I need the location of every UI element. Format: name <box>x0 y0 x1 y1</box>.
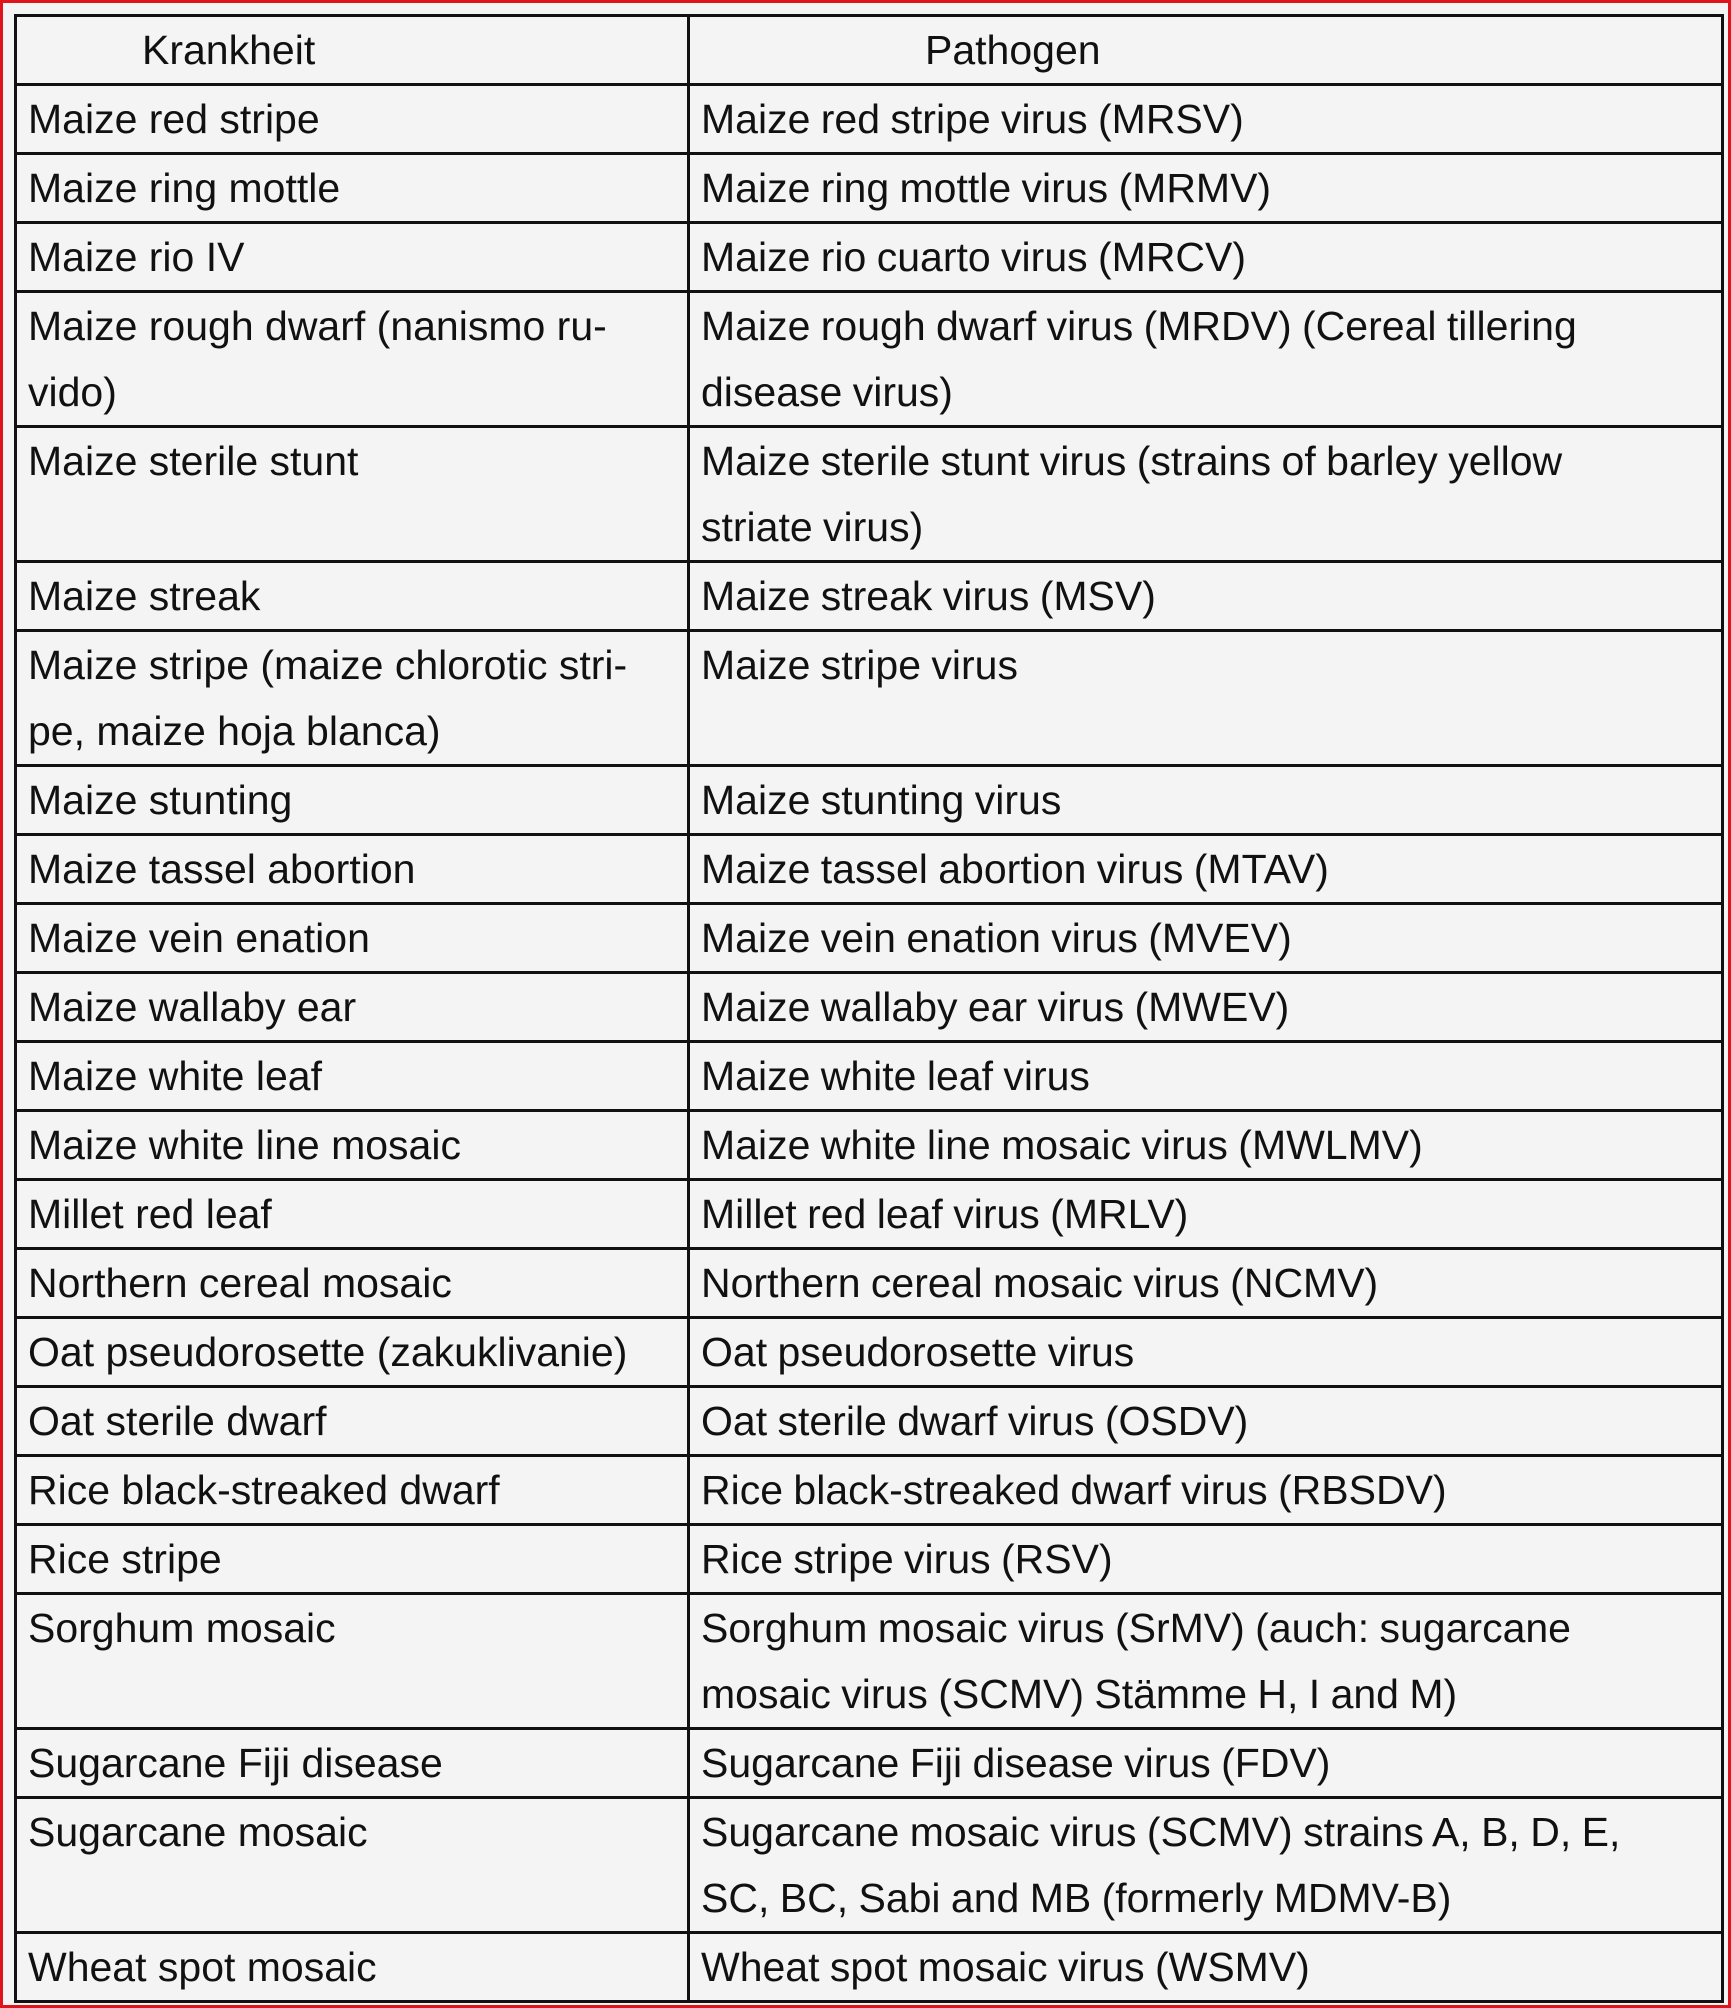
table-row <box>16 766 1723 835</box>
cell-krankheit: Maize ring mottle <box>16 154 689 223</box>
cell-pathogen: Northern cereal mosaic virus (NCMV) <box>689 1249 1723 1318</box>
cell-krankheit: Sugarcane mosaic <box>16 1798 689 1933</box>
table-row <box>16 562 1723 631</box>
cell-krankheit: Maize streak <box>16 562 689 631</box>
cell-pathogen: Maize wallaby ear virus (MWEV) <box>689 973 1723 1042</box>
cell-krankheit: Northern cereal mosaic <box>16 1249 689 1318</box>
cell-pathogen: Maize stunting virus <box>689 766 1723 835</box>
cell-krankheit: Maize wallaby ear <box>16 973 689 1042</box>
table-row <box>16 427 1723 562</box>
cell-pathogen: Oat pseudorosette virus <box>689 1318 1723 1387</box>
cell-pathogen: Maize white leaf virus <box>689 1042 1723 1111</box>
cell-krankheit: Millet red leaf <box>16 1180 689 1249</box>
table-row <box>16 1249 1723 1318</box>
cell-krankheit: Maize sterile stunt <box>16 427 689 562</box>
cell-pathogen: Maize red stripe virus (MRSV) <box>689 85 1723 154</box>
cell-pathogen: Rice stripe virus (RSV) <box>689 1525 1723 1594</box>
cell-pathogen: Maize ring mottle virus (MRMV) <box>689 154 1723 223</box>
column-header-krankheit: Krankheit <box>16 16 689 85</box>
cell-pathogen: Maize white line mosaic virus (MWLMV) <box>689 1111 1723 1180</box>
table-row <box>16 1042 1723 1111</box>
cell-krankheit: Maize vein enation <box>16 904 689 973</box>
table-row <box>16 973 1723 1042</box>
cell-pathogen: Maize rough dwarf virus (MRDV) (Cereal tillering disease virus) <box>689 292 1723 427</box>
column-header-pathogen: Pathogen <box>689 16 1723 85</box>
cell-krankheit: Rice stripe <box>16 1525 689 1594</box>
table-row <box>16 1729 1723 1798</box>
cell-krankheit: Sorghum mosaic <box>16 1594 689 1729</box>
cell-krankheit: Rice black-streaked dwarf <box>16 1456 689 1525</box>
table-body <box>16 85 1723 2002</box>
table-row <box>16 1180 1723 1249</box>
cell-krankheit: Sugarcane Fiji disease <box>16 1729 689 1798</box>
cell-krankheit: Maize tassel abortion <box>16 835 689 904</box>
cell-krankheit: Oat pseudorosette (zakuklivanie) <box>16 1318 689 1387</box>
cell-pathogen: Millet red leaf virus (MRLV) <box>689 1180 1723 1249</box>
table-row <box>16 223 1723 292</box>
table-row <box>16 1456 1723 1525</box>
table-row <box>16 835 1723 904</box>
table-row <box>16 1798 1723 1933</box>
cell-krankheit: Maize white line mosaic <box>16 1111 689 1180</box>
table-row <box>16 1318 1723 1387</box>
cell-pathogen: Sorghum mosaic virus (SrMV) (auch: sugarcane mosaic virus (SCMV) Stämme H, I and M) <box>689 1594 1723 1729</box>
cell-krankheit: Oat sterile dwarf <box>16 1387 689 1456</box>
cell-krankheit: Maize stunting <box>16 766 689 835</box>
table-row <box>16 631 1723 766</box>
cell-pathogen: Rice black-streaked dwarf virus (RBSDV) <box>689 1456 1723 1525</box>
cell-pathogen: Maize streak virus (MSV) <box>689 562 1723 631</box>
cell-pathogen: Oat sterile dwarf virus (OSDV) <box>689 1387 1723 1456</box>
cell-krankheit: Maize white leaf <box>16 1042 689 1111</box>
table-row <box>16 904 1723 973</box>
cell-krankheit: Maize stripe (maize chlorotic stri- pe, maize hoja blanca) <box>16 631 689 766</box>
cell-pathogen: Maize sterile stunt virus (strains of barley yellow striate virus) <box>689 427 1723 562</box>
table-row <box>16 1594 1723 1729</box>
cell-krankheit: Wheat spot mosaic <box>16 1933 689 2002</box>
cell-krankheit: Maize rough dwarf (nanismo ru- vido) <box>16 292 689 427</box>
table-row <box>16 85 1723 154</box>
cell-krankheit: Maize rio IV <box>16 223 689 292</box>
table-row <box>16 1111 1723 1180</box>
cell-pathogen: Sugarcane mosaic virus (SCMV) strains A, B, D, E, SC, BC, Sabi and MB (formerly MDMV-B) <box>689 1798 1723 1933</box>
table-header-row <box>16 16 1723 85</box>
cell-pathogen: Wheat spot mosaic virus (WSMV) <box>689 1933 1723 2002</box>
cell-pathogen: Maize tassel abortion virus (MTAV) <box>689 835 1723 904</box>
cell-pathogen: Maize rio cuarto virus (MRCV) <box>689 223 1723 292</box>
table-row <box>16 292 1723 427</box>
table-row <box>16 1387 1723 1456</box>
table-row <box>16 1525 1723 1594</box>
cell-pathogen: Maize stripe virus <box>689 631 1723 766</box>
disease-pathogen-table <box>14 14 1724 2003</box>
cell-pathogen: Sugarcane Fiji disease virus (FDV) <box>689 1729 1723 1798</box>
table-row <box>16 1933 1723 2002</box>
table-row <box>16 154 1723 223</box>
cell-krankheit: Maize red stripe <box>16 85 689 154</box>
cell-pathogen: Maize vein enation virus (MVEV) <box>689 904 1723 973</box>
